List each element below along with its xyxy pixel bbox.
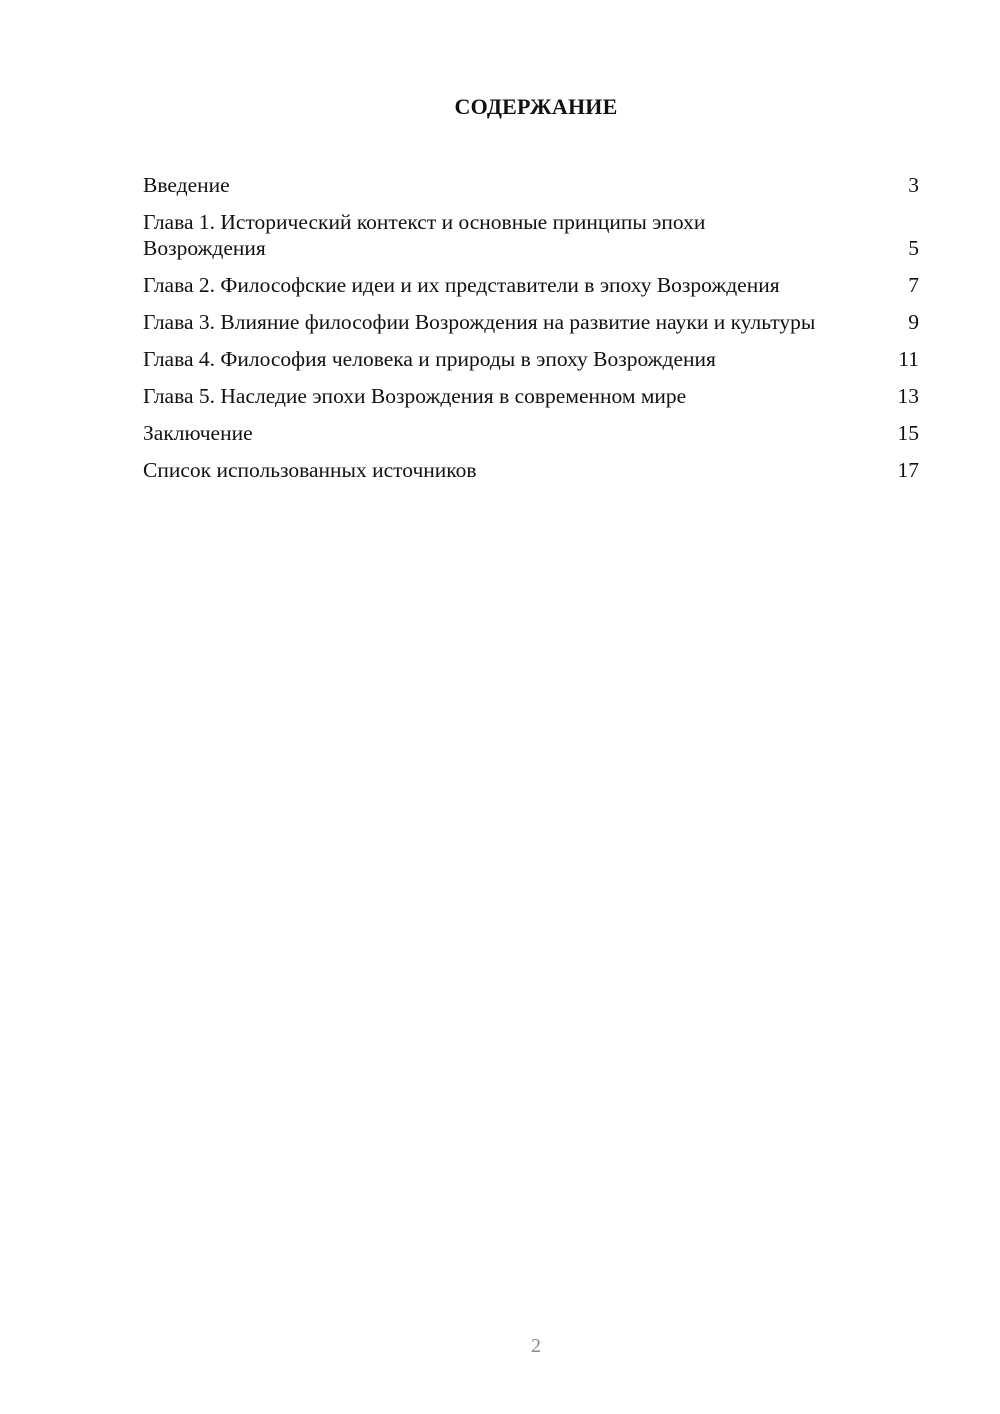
toc-entry-page: 3 (908, 173, 919, 197)
toc-entry-chapter-3 (143, 309, 919, 335)
toc-entry-chapter-1 (143, 209, 919, 261)
toc-entry-text: Список использованных источников (143, 458, 477, 482)
toc-title: СОДЕРЖАНИЕ (454, 94, 618, 119)
toc-entry-chapter-2 (143, 272, 919, 298)
toc-entry-text: Глава 5. Наследие эпохи Возрождения в современном мире (143, 384, 687, 408)
toc-entry-page: 15 (897, 421, 919, 445)
toc-entry-introduction (143, 172, 919, 198)
toc-entry-chapter-4 (143, 346, 919, 372)
toc-entry-text: Глава 4. Философия человека и природы в эпоху Возрождения (143, 347, 716, 371)
toc-entry-text: Глава 1. Исторический контекст и основные принципы эпохи Возрождения (143, 210, 706, 260)
toc-entry-page: 17 (897, 458, 919, 482)
toc-entry-text: Заключение (143, 421, 253, 445)
toc-entry-page: 9 (908, 310, 919, 334)
toc-entry-references (143, 457, 919, 483)
toc-entry-page: 7 (908, 273, 919, 297)
toc-entry-text: Глава 2. Философские идеи и их представители в эпоху Возрождения (143, 273, 780, 297)
page-number: 2 (531, 1335, 541, 1357)
toc-list (143, 172, 919, 494)
toc-entry-page: 11 (898, 347, 919, 371)
toc-entry-page: 13 (897, 384, 919, 408)
toc-entry-text: Глава 3. Влияние философии Возрождения на развитие науки и культуры (143, 310, 816, 334)
toc-entry-conclusion (143, 420, 919, 446)
toc-entry-chapter-5 (143, 383, 919, 409)
toc-entry-page: 5 (908, 236, 919, 260)
toc-entry-text: Введение (143, 173, 230, 197)
